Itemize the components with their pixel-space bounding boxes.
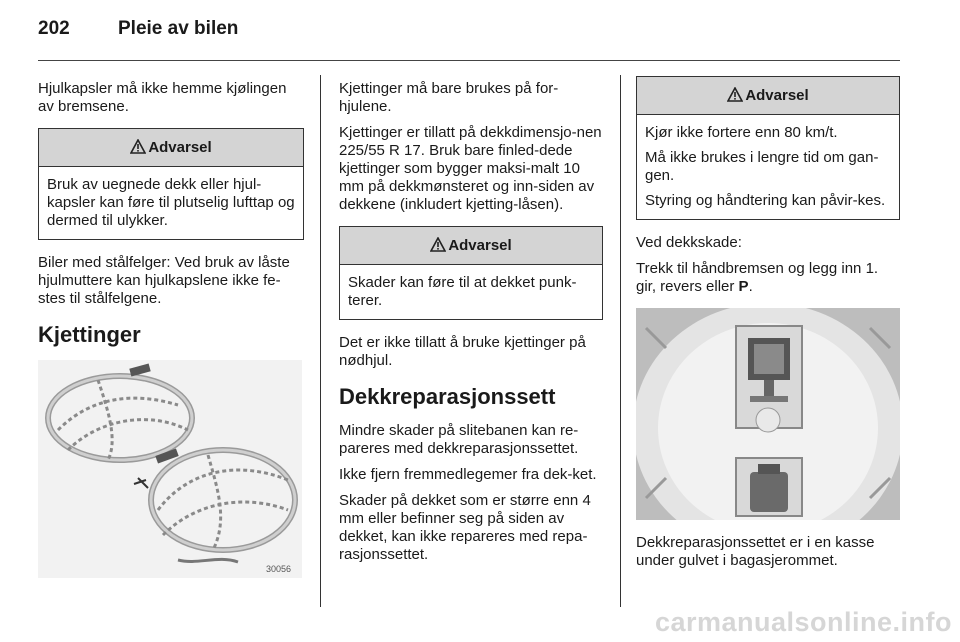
paragraph: Biler med stålfelger: Ved bruk av låste hjulmuttere kan hjulkapslene ikke fe-stes til stålfelgene. — [38, 254, 290, 307]
warning-text: Kjør ikke fortere enn 80 km/t. — [645, 124, 838, 141]
column-2 — [339, 80, 603, 572]
paragraph: Kjettinger må bare brukes på for-hjulene. — [339, 80, 559, 115]
warning-header — [340, 227, 602, 265]
warning-text: Bruk av uegnede dekk eller hjul-kapsler kan føre til plutselig lufttap og dermed til ulykker. — [47, 176, 295, 229]
watermark: carmanualsonline.info — [654, 607, 952, 637]
warning-text: Styring og håndtering kan påvir-kes. — [645, 192, 886, 209]
warning-triangle-icon — [430, 237, 446, 252]
column-3 — [636, 64, 900, 578]
section-heading: Kjettinger — [38, 322, 141, 347]
paragraph: Ikke fjern fremmedlegemer fra dek-ket. — [339, 466, 597, 483]
warning-text: Skader kan føre til at dekket punk-terer. — [348, 274, 577, 309]
text-fragment: . — [748, 278, 753, 295]
header-rule — [38, 60, 900, 61]
paragraph: Hjulkapsler må ikke hemme kjølingen av bremsene. — [38, 80, 287, 115]
paragraph — [636, 260, 900, 296]
page-header — [38, 18, 238, 40]
gear-p-label: P — [738, 278, 749, 295]
section-heading: Dekkreparasjonssett — [339, 384, 556, 409]
warning-header — [637, 77, 899, 115]
warning-title: Advarsel — [148, 139, 212, 156]
warning-triangle-icon — [727, 87, 743, 102]
warning-title: Advarsel — [448, 237, 512, 254]
warning-box — [38, 128, 304, 240]
warning-box — [636, 76, 900, 220]
text-fragment: Trekk til håndbremsen og legg inn 1. gir, revers eller — [636, 260, 879, 295]
paragraph: Kjettinger er tillatt på dekkdimensjo-nen 225/55 R 17. Bruk bare finled-dede kjettinger som bygger maksi-malt 10 mm på dekkmønsteret og inn-siden av dekkene (inkludert kjetting-låsen). — [339, 124, 602, 213]
warning-title: Advarsel — [745, 87, 809, 104]
warning-box — [339, 226, 603, 320]
column-divider-1 — [320, 75, 321, 607]
page-title: Pleie av bilen — [118, 18, 239, 39]
column-1 — [38, 80, 304, 578]
paragraph: Ved dekkskade: — [636, 234, 742, 251]
paragraph: Det er ikke tillatt å bruke kjettinger på nødhjul. — [339, 334, 586, 369]
warning-triangle-icon — [130, 139, 146, 154]
paragraph: Skader på dekket som er større enn 4 mm eller befinner seg på siden av dekket, kan ikke repareres med repa-rasjonssettet. — [339, 492, 591, 563]
repair-kit-photo — [636, 308, 900, 520]
warning-text: Må ikke brukes i lengre tid om gan-gen. — [645, 149, 879, 184]
snow-chains-illustration — [38, 360, 302, 578]
column-divider-2 — [620, 75, 621, 607]
warning-header — [39, 129, 303, 167]
paragraph: Mindre skader på slitebanen kan re-pareres med dekkreparasjonssettet. — [339, 422, 579, 457]
image-code: 30056 — [266, 564, 292, 574]
page-number: 202 — [38, 18, 70, 39]
paragraph: Dekkreparasjonssettet er i en kasse under gulvet i bagasjerommet. — [636, 534, 875, 569]
